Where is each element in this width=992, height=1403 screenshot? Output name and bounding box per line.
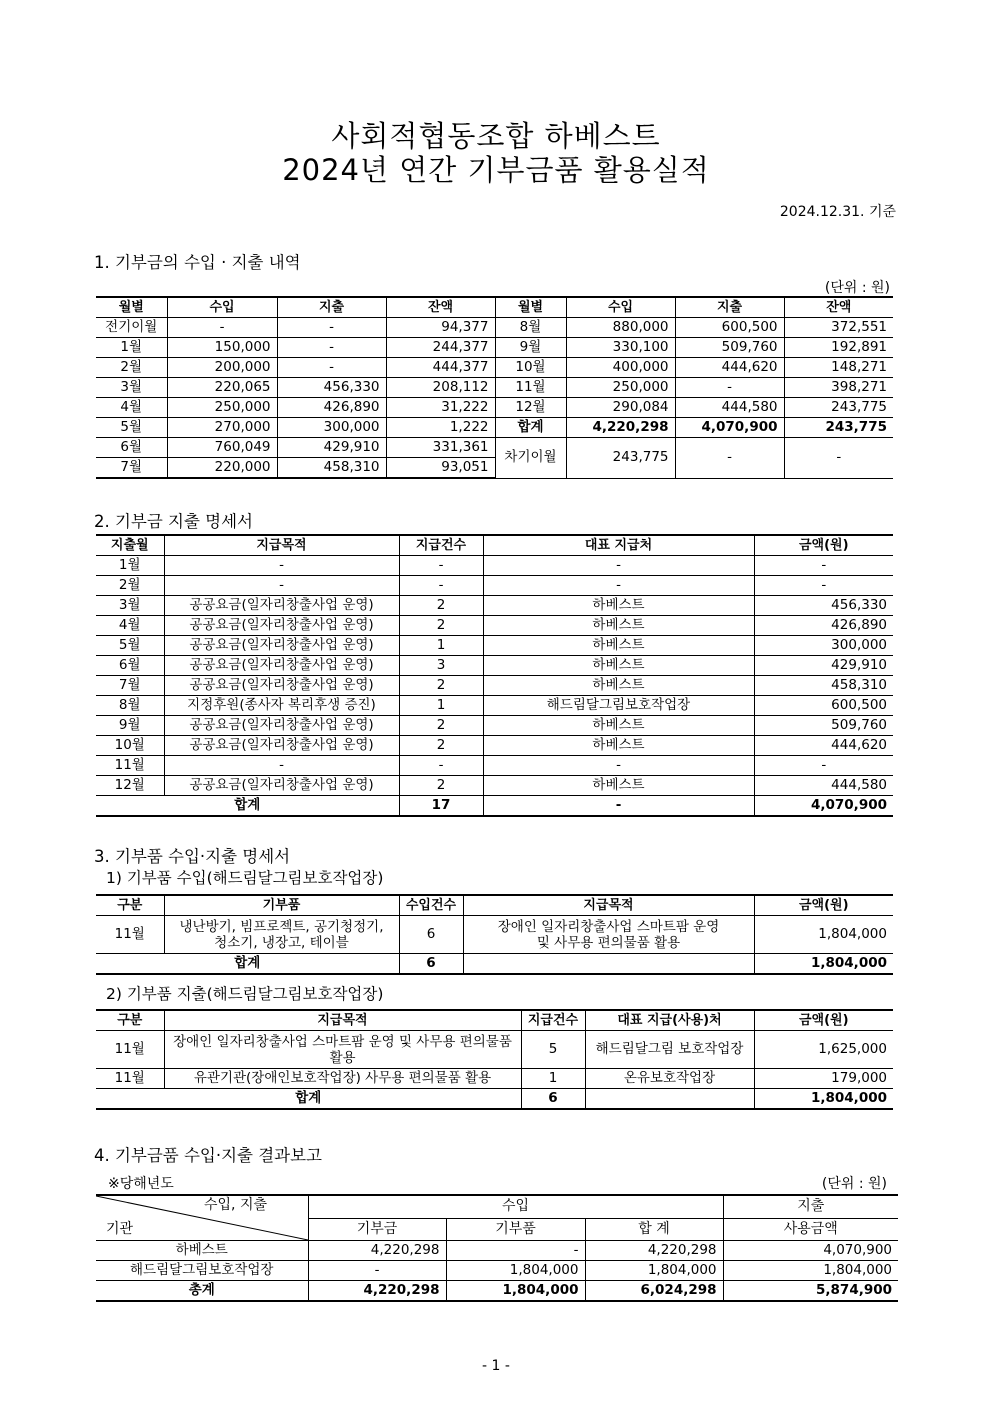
month: 1월 — [96, 338, 167, 358]
income: 400,000 — [566, 358, 675, 378]
month: 5월 — [96, 636, 164, 656]
table-row — [96, 418, 893, 438]
section1-heading: 1. 기부금의 수입 · 지출 내역 — [94, 253, 301, 272]
basis-date: 2024.12.31. 기준 — [779, 204, 896, 220]
section2-table — [96, 534, 893, 817]
header-balance: 잔액 — [386, 297, 495, 318]
purpose: - — [164, 756, 399, 776]
table-row — [96, 1261, 898, 1281]
count: 1 — [399, 696, 483, 716]
total-label: 합계 — [96, 954, 399, 975]
balance: 398,271 — [784, 378, 893, 398]
header-cash: 기부금 — [308, 1218, 446, 1240]
month: 11월 — [96, 916, 164, 954]
header-income: 수입 — [566, 297, 675, 318]
payee: 해드림달그림보호작업장 — [483, 696, 754, 716]
month: 11월 — [96, 1069, 164, 1089]
count: 3 — [399, 656, 483, 676]
purpose: - — [164, 556, 399, 576]
income: 330,100 — [566, 338, 675, 358]
header-goods: 기부품 — [446, 1218, 585, 1240]
count: 2 — [399, 716, 483, 736]
amount: 179,000 — [754, 1069, 893, 1089]
goods-expense-table — [96, 1009, 893, 1110]
balance: 94,377 — [386, 318, 495, 338]
table-header-row — [96, 895, 893, 916]
count: 2 — [399, 776, 483, 796]
table-row — [96, 576, 893, 596]
payee: - — [483, 576, 754, 596]
total-income: 4,220,298 — [566, 418, 675, 438]
total-count: 6 — [521, 1089, 585, 1110]
table-row — [96, 556, 893, 576]
goods: - — [446, 1241, 585, 1261]
expense: - — [277, 318, 386, 338]
amount: 509,760 — [754, 716, 893, 736]
table-row — [96, 696, 893, 716]
goods-items: 냉난방기, 빔프로젝트, 공기청정기, 청소기, 냉장고, 테이블 — [164, 916, 399, 954]
purpose: 공공요금(일자리창출사업 운영) — [164, 616, 399, 636]
expense: 600,500 — [675, 318, 784, 338]
amount: 458,310 — [754, 676, 893, 696]
used: 1,804,000 — [723, 1261, 898, 1281]
month: 8월 — [495, 318, 566, 338]
month: 3월 — [96, 378, 167, 398]
total-row — [96, 1281, 898, 1302]
title-line1: 사회적협동조합 하베스트 — [331, 119, 661, 153]
total-payee: - — [483, 796, 754, 817]
section2-heading: 2. 기부금 지출 명세서 — [94, 512, 253, 531]
table-row — [96, 358, 893, 378]
corner-top-label: 수입, 지출 — [204, 1197, 267, 1213]
table-header-row — [96, 1010, 893, 1031]
total-amount: 4,070,900 — [754, 796, 893, 817]
expense: 444,580 — [675, 398, 784, 418]
payee: 하베스트 — [483, 716, 754, 736]
month: 1월 — [96, 556, 164, 576]
total-label: 합계 — [96, 796, 399, 817]
amount: 1,804,000 — [754, 916, 893, 954]
header-balance: 잔액 — [784, 297, 893, 318]
balance: 208,112 — [386, 378, 495, 398]
month: 10월 — [96, 736, 164, 756]
balance: 444,377 — [386, 358, 495, 378]
expense: 429,910 — [277, 438, 386, 458]
count: 2 — [399, 616, 483, 636]
header-payee: 대표 지급(사용)처 — [585, 1010, 754, 1031]
month: 11월 — [96, 756, 164, 776]
payee: 하베스트 — [483, 636, 754, 656]
month: 6월 — [96, 656, 164, 676]
purpose: 공공요금(일자리창출사업 운영) — [164, 656, 399, 676]
payee: 하베스트 — [483, 596, 754, 616]
month: 2월 — [96, 358, 167, 378]
page-number: - 1 - — [482, 1358, 510, 1374]
used: 4,070,900 — [723, 1241, 898, 1261]
header-goods: 기부품 — [164, 895, 399, 916]
payee: 하베스트 — [483, 676, 754, 696]
purpose: 공공요금(일자리창출사업 운영) — [164, 676, 399, 696]
table-row — [96, 776, 893, 796]
section3-income-heading: 1) 기부품 수입(해드림달그림보호작업장) — [106, 869, 384, 887]
empty-cell — [463, 954, 754, 975]
payee: 하베스트 — [483, 776, 754, 796]
header-category: 구분 — [96, 895, 164, 916]
table-row — [96, 596, 893, 616]
total-expense: 4,070,900 — [675, 418, 784, 438]
section1-table — [96, 296, 893, 479]
carry-income: 243,775 — [566, 438, 675, 479]
purpose: 공공요금(일자리창출사업 운영) — [164, 716, 399, 736]
purpose: 장애인 일자리창출사업 스마트팜 운영 및 사무용 편의물품 활용 — [164, 1031, 521, 1069]
section4-table — [96, 1194, 898, 1302]
sum: 4,220,298 — [585, 1241, 723, 1261]
expense: - — [277, 338, 386, 358]
table-header-row — [96, 535, 893, 556]
month: 2월 — [96, 576, 164, 596]
table-row — [96, 676, 893, 696]
table-row — [96, 916, 893, 954]
balance: 244,377 — [386, 338, 495, 358]
section1-unit: (단위 : 원) — [824, 280, 890, 296]
balance: 372,551 — [784, 318, 893, 338]
month: 전기이월 — [96, 318, 167, 338]
payee: 해드림달그림 보호작업장 — [585, 1031, 754, 1069]
table-row — [96, 338, 893, 358]
purpose: 공공요금(일자리창출사업 운영) — [164, 776, 399, 796]
total-balance: 243,775 — [784, 418, 893, 438]
amount: 300,000 — [754, 636, 893, 656]
month: 12월 — [495, 398, 566, 418]
table-row — [96, 438, 893, 458]
month: 6월 — [96, 438, 167, 458]
month: 5월 — [96, 418, 167, 438]
payee: 온유보호작업장 — [585, 1069, 754, 1089]
header-purpose: 지급목적 — [164, 535, 399, 556]
total-row — [96, 796, 893, 817]
total-row — [96, 1089, 893, 1110]
header-count: 지급건수 — [521, 1010, 585, 1031]
payee: - — [483, 756, 754, 776]
count: 2 — [399, 596, 483, 616]
amount: 444,580 — [754, 776, 893, 796]
total-sum: 6,024,298 — [585, 1281, 723, 1302]
count: - — [399, 556, 483, 576]
payee: 하베스트 — [483, 656, 754, 676]
count: 2 — [399, 736, 483, 756]
header-category: 구분 — [96, 1010, 164, 1031]
header-count: 지급건수 — [399, 535, 483, 556]
carry-month: 차기이월 — [495, 438, 566, 479]
purpose: 공공요금(일자리창출사업 운영) — [164, 596, 399, 616]
header-payee: 대표 지급처 — [483, 535, 754, 556]
income: 220,000 — [167, 458, 277, 479]
income: 250,000 — [167, 398, 277, 418]
table-row — [96, 398, 893, 418]
count: - — [399, 576, 483, 596]
section4-unit: (단위 : 원) — [821, 1176, 887, 1192]
total-label: 합계 — [96, 1089, 521, 1110]
header-purpose: 지급목적 — [463, 895, 754, 916]
balance: 148,271 — [784, 358, 893, 378]
income: 200,000 — [167, 358, 277, 378]
month: 9월 — [495, 338, 566, 358]
balance: 1,222 — [386, 418, 495, 438]
payee: - — [483, 556, 754, 576]
cash: - — [308, 1261, 446, 1281]
count: 5 — [521, 1031, 585, 1069]
total-row — [96, 954, 893, 975]
table-row — [96, 1069, 893, 1089]
total-goods: 1,804,000 — [446, 1281, 585, 1302]
carry-expense: - — [675, 438, 784, 479]
header-amount: 금액(원) — [754, 895, 893, 916]
title-line2: 2024년 연간 기부금품 활용실적 — [282, 153, 710, 187]
month: 11월 — [495, 378, 566, 398]
section4-heading: 4. 기부금품 수입·지출 결과보고 — [94, 1146, 322, 1165]
count: 2 — [399, 676, 483, 696]
balance: 331,361 — [386, 438, 495, 458]
amount: - — [754, 756, 893, 776]
header-count: 수입건수 — [399, 895, 463, 916]
income: 270,000 — [167, 418, 277, 438]
table-row — [96, 736, 893, 756]
org: 해드림달그림보호작업장 — [96, 1261, 308, 1281]
total-count: 17 — [399, 796, 483, 817]
month: 4월 — [96, 616, 164, 636]
header-month: 월별 — [96, 297, 167, 318]
purpose: 유관기관(장애인보호작업장) 사무용 편의물품 활용 — [164, 1069, 521, 1089]
sum: 1,804,000 — [585, 1261, 723, 1281]
carry-balance: - — [784, 438, 893, 479]
header-purpose: 지급목적 — [164, 1010, 521, 1031]
income: 760,049 — [167, 438, 277, 458]
table-header-row — [96, 297, 893, 318]
purpose: 장애인 일자리창출사업 스마트팜 운영 및 사무용 편의물품 활용 — [463, 916, 754, 954]
total-amount: 1,804,000 — [754, 1089, 893, 1110]
total-cash: 4,220,298 — [308, 1281, 446, 1302]
month: 7월 — [96, 676, 164, 696]
table-row — [96, 1241, 898, 1261]
amount: 456,330 — [754, 596, 893, 616]
expense: 444,620 — [675, 358, 784, 378]
income: 880,000 — [566, 318, 675, 338]
month: 12월 — [96, 776, 164, 796]
header-month: 지출월 — [96, 535, 164, 556]
purpose: 지정후원(종사자 복리후생 증진) — [164, 696, 399, 716]
corner-header — [96, 1195, 308, 1241]
header-amount: 금액(원) — [754, 535, 893, 556]
expense: - — [277, 358, 386, 378]
table-row — [96, 318, 893, 338]
table-row — [96, 616, 893, 636]
cash: 4,220,298 — [308, 1241, 446, 1261]
amount: 444,620 — [754, 736, 893, 756]
amount: 600,500 — [754, 696, 893, 716]
month: 10월 — [495, 358, 566, 378]
expense: 300,000 — [277, 418, 386, 438]
header-expense: 지출 — [277, 297, 386, 318]
payee: 하베스트 — [483, 736, 754, 756]
payee: 하베스트 — [483, 616, 754, 636]
month: 9월 — [96, 716, 164, 736]
expense: 426,890 — [277, 398, 386, 418]
month: 7월 — [96, 458, 167, 479]
count: 1 — [521, 1069, 585, 1089]
income: 150,000 — [167, 338, 277, 358]
income: 220,065 — [167, 378, 277, 398]
header-month: 월별 — [495, 297, 566, 318]
section3-expense-heading: 2) 기부품 지출(해드림달그림보호작업장) — [106, 985, 384, 1003]
amount: - — [754, 576, 893, 596]
goods: 1,804,000 — [446, 1261, 585, 1281]
purpose: 공공요금(일자리창출사업 운영) — [164, 636, 399, 656]
balance: 31,222 — [386, 398, 495, 418]
total-label: 합계 — [495, 418, 566, 438]
purpose: 공공요금(일자리창출사업 운영) — [164, 736, 399, 756]
expense: 456,330 — [277, 378, 386, 398]
table-row — [96, 716, 893, 736]
table-row — [96, 656, 893, 676]
header-income-group: 수입 — [308, 1195, 723, 1218]
month: 4월 — [96, 398, 167, 418]
corner-bottom-label: 기관 — [106, 1221, 134, 1237]
balance: 93,051 — [386, 458, 495, 479]
total-label: 총계 — [96, 1281, 308, 1302]
table-row — [96, 636, 893, 656]
amount: 1,625,000 — [754, 1031, 893, 1069]
amount: 429,910 — [754, 656, 893, 676]
amount: 426,890 — [754, 616, 893, 636]
total-count: 6 — [399, 954, 463, 975]
header-used: 사용금액 — [723, 1218, 898, 1240]
income: 290,084 — [566, 398, 675, 418]
count: - — [399, 756, 483, 776]
expense: - — [675, 378, 784, 398]
org: 하베스트 — [96, 1241, 308, 1261]
purpose: - — [164, 576, 399, 596]
table-row — [96, 1031, 893, 1069]
total-used: 5,874,900 — [723, 1281, 898, 1302]
header-amount: 금액(원) — [754, 1010, 893, 1031]
section3-heading: 3. 기부품 수입·지출 명세서 — [94, 847, 291, 866]
total-amount: 1,804,000 — [754, 954, 893, 975]
expense: 458,310 — [277, 458, 386, 479]
section4-note: ※당해년도 — [108, 1176, 174, 1192]
count: 6 — [399, 916, 463, 954]
header-sum: 합 계 — [585, 1218, 723, 1240]
month: 8월 — [96, 696, 164, 716]
amount: - — [754, 556, 893, 576]
balance: 192,891 — [784, 338, 893, 358]
header-expense: 지출 — [675, 297, 784, 318]
table-header-row — [96, 1195, 898, 1218]
header-expense-group: 지출 — [723, 1195, 898, 1218]
balance: 243,775 — [784, 398, 893, 418]
month: 11월 — [96, 1031, 164, 1069]
expense: 509,760 — [675, 338, 784, 358]
count: 1 — [399, 636, 483, 656]
month: 3월 — [96, 596, 164, 616]
income: - — [167, 318, 277, 338]
header-income: 수입 — [167, 297, 277, 318]
table-row — [96, 378, 893, 398]
income: 250,000 — [566, 378, 675, 398]
table-row — [96, 756, 893, 776]
goods-income-table — [96, 894, 893, 975]
empty-cell — [585, 1089, 754, 1110]
